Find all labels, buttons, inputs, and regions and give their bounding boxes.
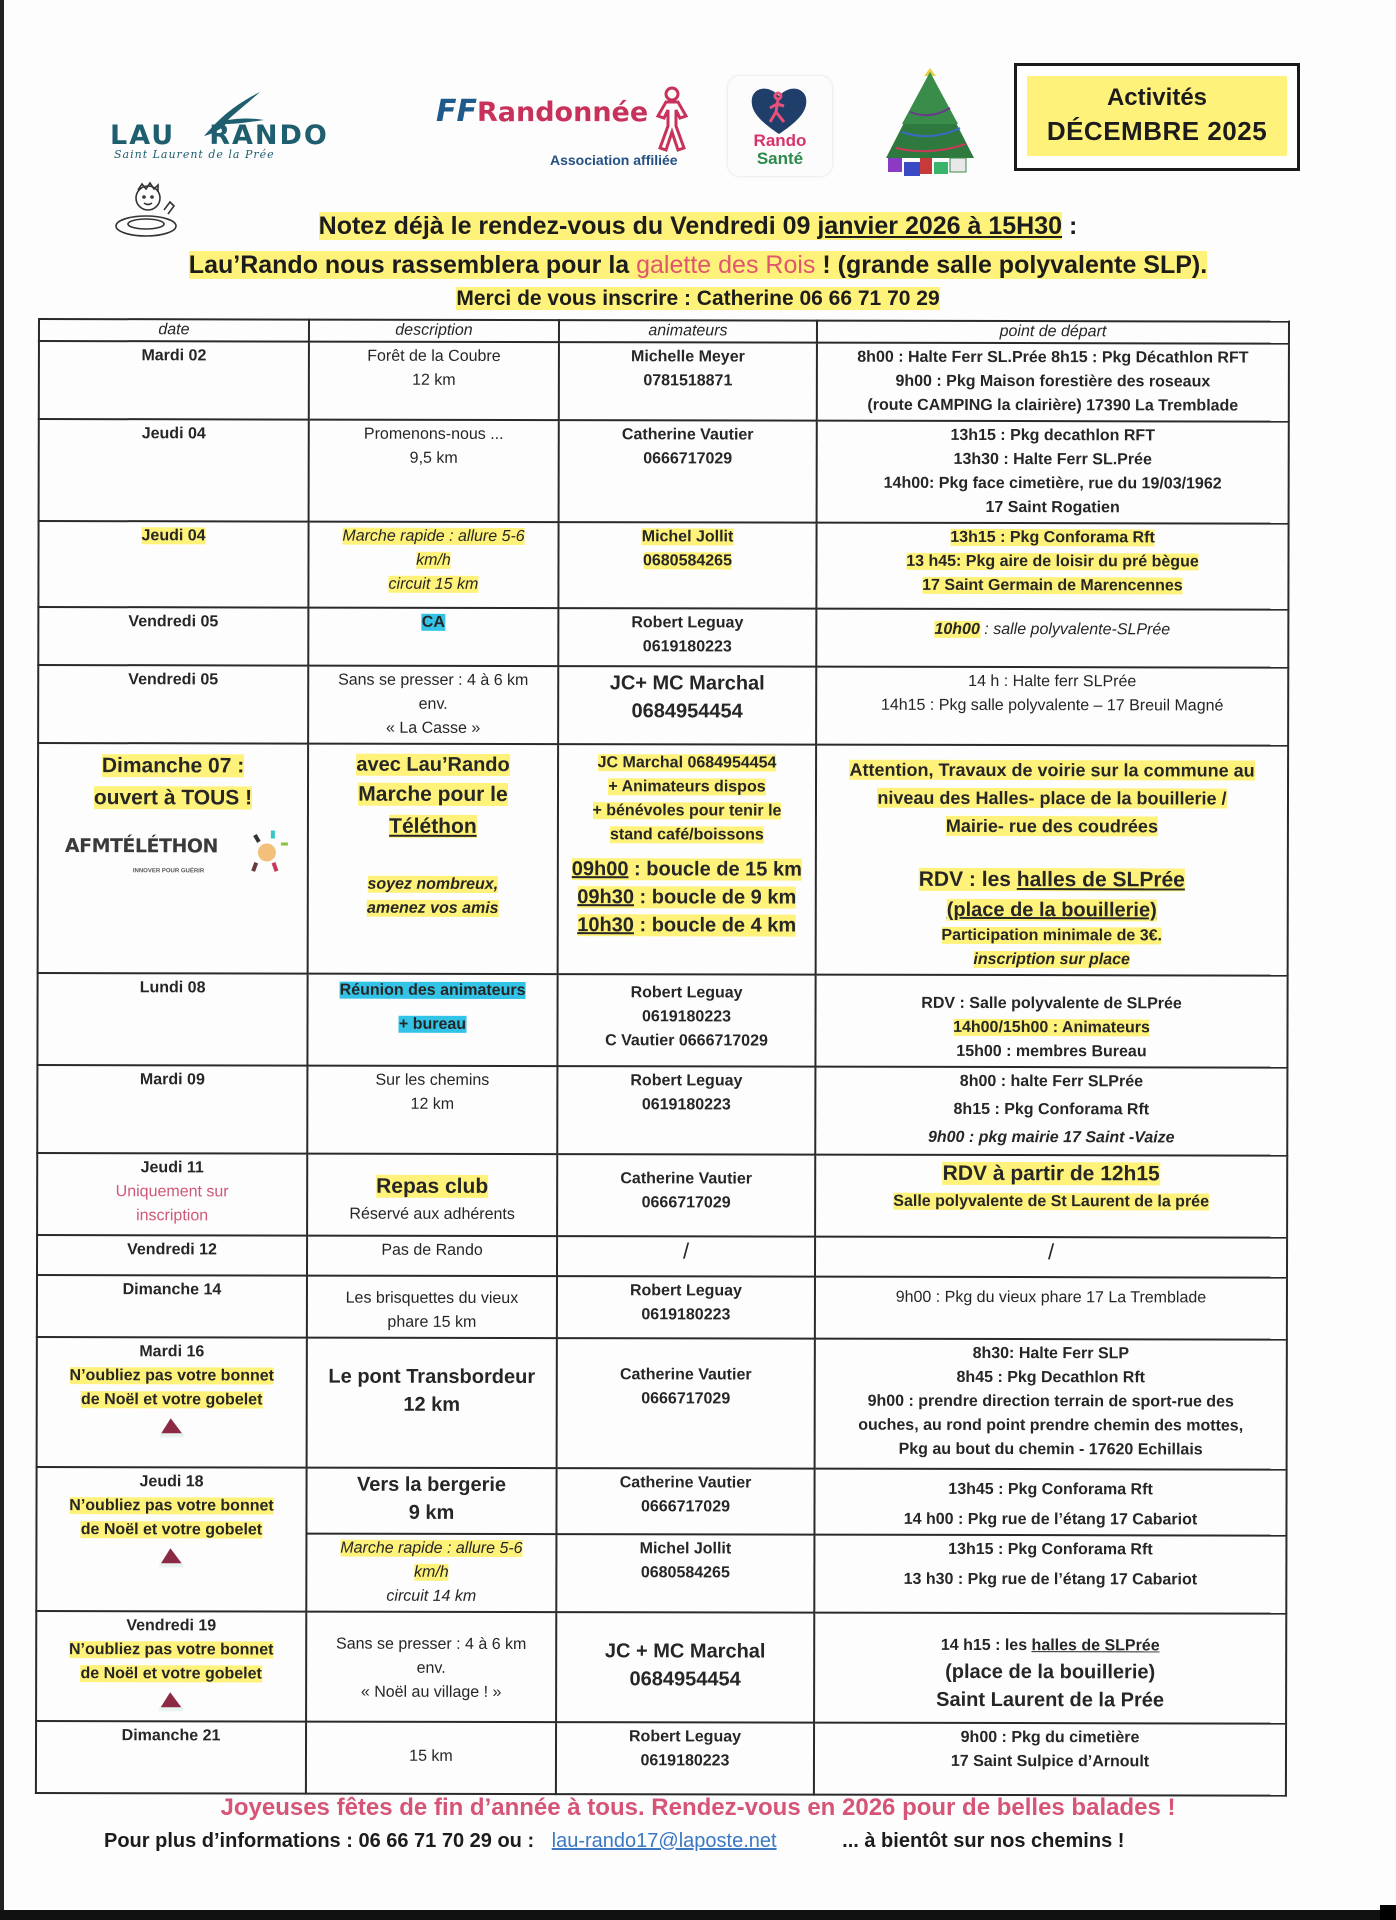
table-row — [37, 1275, 1287, 1340]
table-cell: Repas club Réservé aux adhérents — [307, 1154, 557, 1237]
scan-corner — [1380, 1905, 1396, 1920]
scan-edge-bottom — [0, 1910, 1396, 1920]
table-cell: Robert Leguay 0619180223 — [557, 1276, 815, 1339]
table-row — [38, 665, 1288, 746]
table-cell: 13h15 : Pkg Conforama Rft 13 h45: Pkg aire de loisir du pré bègue 17 Saint Germain de Marencennes — [816, 523, 1288, 610]
table-row — [37, 1337, 1287, 1470]
galette-highlight: galette des Rois — [636, 251, 816, 279]
header-description: description — [309, 320, 559, 343]
table-cell: 10h00 : salle polyvalente-SLPrée — [816, 609, 1288, 668]
table-cell: 13h45 : Pkg Conforama Rft 14 h00 : Pkg rue de l’étang 17 Cabariot — [814, 1469, 1286, 1536]
table-cell: Sur les chemins 12 km — [307, 1066, 557, 1155]
table-cell: Pas de Rando — [307, 1236, 557, 1277]
table-cell: Les brisquettes du vieux phare 15 km — [307, 1276, 557, 1339]
table-cell: Catherine Vautier 0666717029 — [557, 1154, 815, 1237]
table-cell — [308, 608, 558, 667]
table-row — [36, 1467, 1286, 1536]
table-cell: avec Lau’Rando Marche pour le Téléthon soyez nombreux, amenez vos amis — [308, 744, 558, 975]
table-cell: 9h00 : Pkg du vieux phare 17 La Tremblade — [815, 1277, 1287, 1340]
footer-contact — [104, 1830, 1124, 1853]
date-note: Uniquement sur — [115, 1183, 229, 1201]
table-cell: Catherine Vautier 0666717029 — [557, 1338, 815, 1469]
ca-badge: CA — [421, 613, 445, 631]
table-cell: Vendredi 05 — [38, 665, 308, 744]
santa-hat-icon — [156, 1546, 186, 1568]
table-cell: 14 h : Halte ferr SLPrée 14h15 : Pkg salle polyvalente – 17 Breuil Magné — [816, 667, 1288, 746]
table-row — [37, 1235, 1287, 1278]
table-cell: Robert Leguay 0619180223 C Vautier 0666717029 — [557, 974, 815, 1067]
table-cell: 13h15 : Pkg decathlon RFT 13h30 : Halte Ferr SL.Prée 14h00: Pkg face cimetière, rue du 19/03/1962 17 Saint Rogatien — [817, 421, 1289, 524]
santa-hat-icon — [156, 1690, 186, 1712]
table-cell: Sans se presser : 4 à 6 km env. « Noël au village ! » — [306, 1612, 556, 1723]
table-cell: 15 km — [306, 1722, 556, 1795]
table-row — [38, 743, 1288, 976]
laurando-wordmark: LAU RANDO — [110, 120, 329, 151]
table-cell: Vendredi 19 N’oubliez pas votre bonnet de Noël et votre gobelet — [36, 1611, 306, 1722]
table-row — [36, 1721, 1286, 1796]
table-cell: Michel Jollit 0680584265 — [558, 522, 816, 609]
table-cell: Attention, Travaux de voirie sur la commune au niveau des Halles- place de la bouillerie / Mairie- rue des coudrées RDV : les halles de SLPrée (place de la bouillerie) Participation minimale de 3€. inscription sur place — [816, 745, 1288, 976]
title-box — [1014, 63, 1300, 171]
table-cell: Robert Leguay 0619180223 — [558, 608, 816, 667]
table-cell: Jeudi 11 Uniquement sur inscription — [37, 1153, 307, 1236]
announce-line-2: Lau’Rando nous rassemblera pour la galette des Rois ! (grande salle polyvalente SLP). — [188, 251, 1208, 279]
table-cell: Jeudi 04 — [38, 521, 308, 608]
walker-icon — [654, 86, 690, 152]
table-row — [38, 521, 1288, 610]
table-row — [38, 607, 1288, 668]
header-date: date — [39, 319, 309, 342]
table-cell: RDV à partir de 12h15 Salle polyvalente de St Laurent de la prée — [815, 1155, 1287, 1238]
table-cell: 14 h15 : les halles de SLPrée (place de la bouillerie) Saint Laurent de la Prée — [814, 1613, 1286, 1724]
ffr-wordmark: FFRandonnée — [436, 94, 649, 129]
footer-greeting: Joyeuses fêtes de fin d’année à tous. Rendez-vous en 2026 pour de belles balades ! — [220, 1794, 1176, 1821]
table-cell: / — [815, 1237, 1287, 1278]
table-cell: JC + MC Marchal 0684954454 — [556, 1612, 814, 1723]
table-cell: Dimanche 14 — [37, 1275, 307, 1338]
heart-icon — [748, 84, 810, 136]
table-cell: Mardi 09 — [37, 1065, 307, 1154]
table-cell: JC+ MC Marchal 0684954454 — [558, 666, 816, 745]
cell-description: Forêt de la Coubre 12 km — [309, 342, 559, 421]
ffr-subtitle: Association affiliée — [550, 152, 678, 168]
christmas-tree-icon — [874, 62, 986, 180]
footer-closing: ... à bientôt sur nos chemins ! — [842, 1830, 1125, 1852]
table-cell: Catherine Vautier 0666717029 — [559, 420, 817, 523]
table-cell: Lundi 08 — [37, 973, 307, 1066]
laurando-subtitle: Saint Laurent de la Prée — [114, 148, 275, 161]
table-cell: Vers la bergerie 9 km — [306, 1468, 556, 1535]
table-row — [37, 1065, 1287, 1156]
sante-rando-text: Rando — [753, 131, 807, 150]
table-cell: Vendredi 05 — [38, 607, 308, 666]
table-cell: JC Marchal 0684954454 + Animateurs dispos + bénévoles pour tenir le stand café/boissons 09h00 : boucle de 15 km 09h30 : boucle de 9 km 10h30 : boucle de 4 km — [558, 744, 816, 975]
table-cell: Le pont Transbordeur 12 km — [307, 1338, 557, 1469]
table-cell: Jeudi 04 — [39, 419, 309, 522]
cell-date: Mardi 02 — [39, 341, 309, 420]
table-row — [37, 973, 1287, 1068]
telethon-hand-icon — [249, 828, 289, 874]
table-cell: Marche rapide : allure 5-6 km/h circuit 15 km — [308, 522, 558, 609]
title-activites: Activités — [1106, 84, 1208, 111]
announce-line-3: Merci de vous inscrire : Catherine 06 66 71 70 29 — [456, 287, 940, 310]
table-cell: Robert Leguay 0619180223 — [557, 1066, 815, 1155]
table-cell: Mardi 16 N’oubliez pas votre bonnet de Noël et votre gobelet — [37, 1337, 307, 1468]
table-cell: Catherine Vautier 0666717029 — [556, 1468, 814, 1535]
table-row — [37, 1153, 1287, 1238]
laurando-logo — [110, 90, 360, 165]
table-cell: Robert Leguay 0619180223 — [556, 1722, 814, 1795]
footer-info-label: Pour plus d’informations : 06 66 71 70 29 ou : — [104, 1830, 535, 1852]
ffrandonnee-logo — [436, 86, 696, 176]
table-cell: 8h30: Halte Ferr SLP 8h45 : Pkg Decathlon Rft 9h00 : prendre direction terrain de sport-rue des ouches, au rond point prendre chemin des mottes, Pkg au bout du chemin - 17620 Echillais — [815, 1339, 1287, 1470]
cell-animateurs: Michelle Meyer 0781518871 — [559, 342, 817, 421]
table-cell: 13h15 : Pkg Conforama Rft 13 h30 : Pkg rue de l’étang 17 Cabariot — [814, 1535, 1286, 1614]
table-cell: Jeudi 18 N’oubliez pas votre bonnet de Noël et votre gobelet — [36, 1467, 306, 1612]
table-cell: Michel Jollit 0680584265 — [556, 1534, 814, 1613]
announce-line-1: Notez déjà le rendez-vous du Vendredi 09 janvier 2026 à 15H30 : — [318, 212, 1078, 240]
table-cell: / — [557, 1236, 815, 1277]
table-cell: Dimanche 21 — [36, 1721, 306, 1794]
table-row — [36, 1611, 1286, 1724]
table-cell: Marche rapide : allure 5-6 km/h circuit 14 km — [306, 1534, 556, 1613]
cell-depart: 8h00 : Halte Ferr SL.Prée 8h15 : Pkg Décathlon RFT 9h00 : Pkg Maison forestière des roseaux (route CAMPING la clairière) 17390 La Tremblade — [817, 343, 1289, 422]
sante-sante-text: Santé — [756, 149, 804, 168]
table-cell: RDV : Salle polyvalente de SLPrée 14h00/15h00 : Animateurs 15h00 : membres Bureau — [815, 975, 1287, 1068]
header-depart: point de départ — [817, 321, 1289, 344]
table-header-row — [39, 319, 1289, 344]
email-link[interactable]: lau-rando17@laposte.net — [551, 1830, 777, 1852]
title-month: DÉCEMBRE 2025 — [1046, 116, 1268, 146]
table-cell: 9h00 : Pkg du cimetière 17 Saint Sulpice d’Arnoult — [814, 1723, 1286, 1796]
table-cell: Promenons-nous ... 9,5 km — [309, 420, 559, 523]
table-cell: Réunion des animateurs + bureau — [307, 974, 557, 1067]
table-cell: Vendredi 12 — [37, 1235, 307, 1276]
afm-telethon-logo: AFMTÉLÉTHON INNOVER POUR GUÉRIR — [53, 828, 293, 879]
schedule-table — [35, 318, 1290, 1797]
table-row — [39, 419, 1289, 524]
table-cell: Dimanche 07 : ouvert à TOUS ! AFMTÉLÉTHON INNOVER POUR GUÉRIR — [38, 743, 308, 974]
header-animateurs: animateurs — [559, 320, 817, 343]
table-cell: Sans se presser : 4 à 6 km env. « La Casse » — [308, 666, 558, 745]
rando-sante-logo — [728, 76, 832, 176]
table-cell: 8h00 : halte Ferr SLPrée 8h15 : Pkg Conforama Rft 9h00 : pkg mairie 17 Saint -Vaize — [815, 1067, 1287, 1156]
table-row — [39, 341, 1289, 422]
santa-hat-icon — [157, 1416, 187, 1438]
